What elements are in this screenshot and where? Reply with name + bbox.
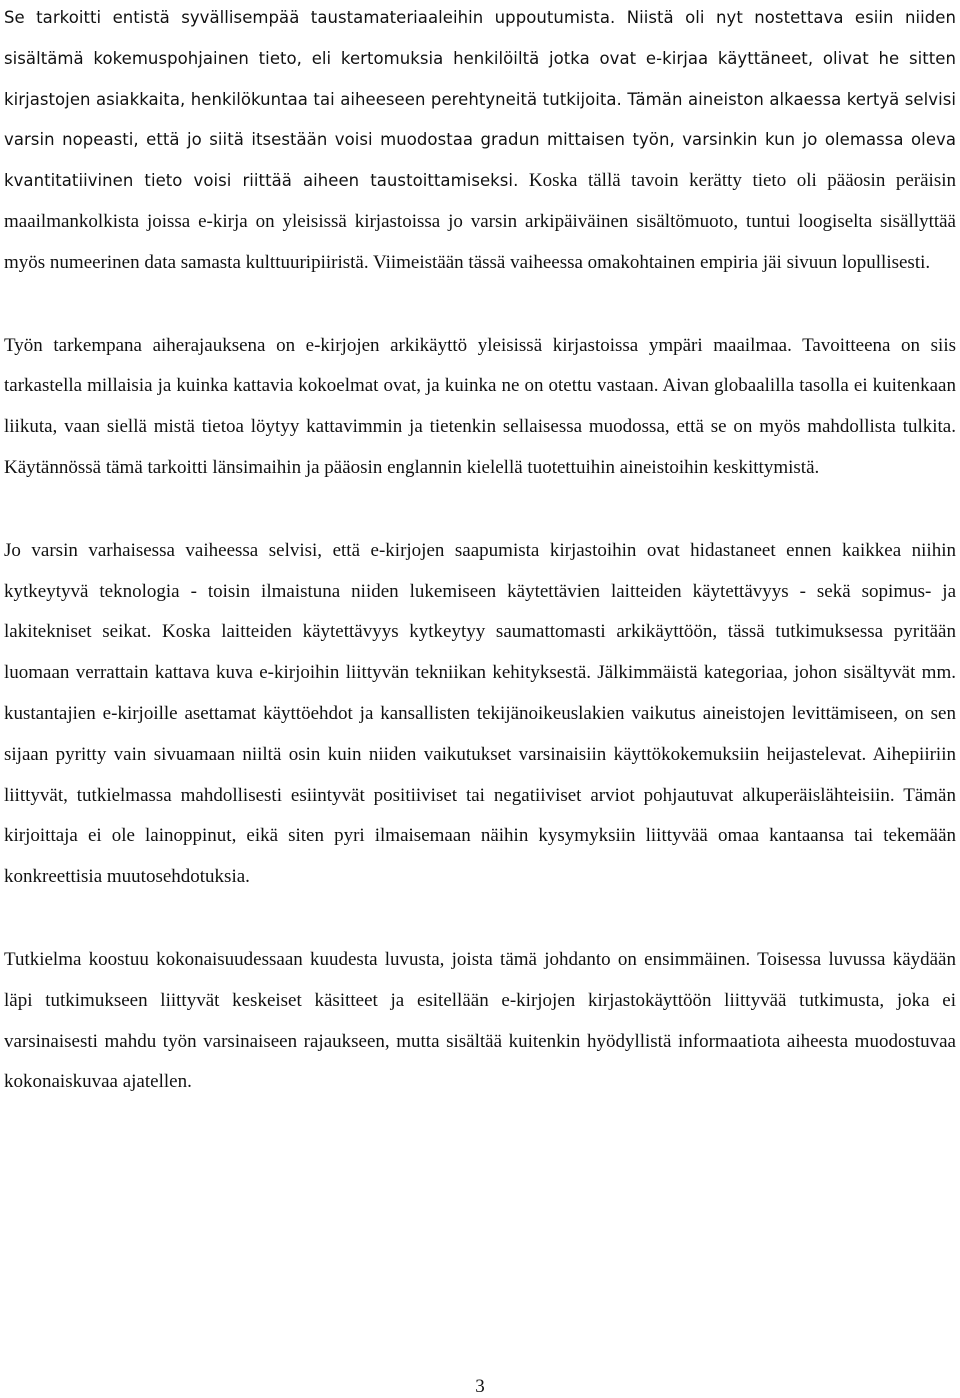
paragraph-1 — [4, 0, 956, 284]
paragraph-1-serif-text: Koska tällä tavoin kerätty tieto oli pääosin peräisin maailmankolkista joissa e-kirja on yleisissä kirjastoissa jo varsin arkipäiväinen sisältömuoto, tuntui loogiselta sisällyttää myös numeerinen data samasta kulttuuripiiristä. Viimeistään tässä vaiheessa omakohtainen empiria jäi sivuun lopullisesti. — [4, 170, 956, 273]
paragraph-3: Jo varsin varhaisessa vaiheessa selvisi, että e-kirjojen saapumista kirjastoihin ovat hidastaneet ennen kaikkea niihin kytkeytyvä teknologia - toisin ilmaistuna niiden lukemiseen käytettävien laitteiden käytettävyys - sekä sopimus- ja lakitekniset seikat. Koska laitteiden käytettävyys kytkeytyy saumattomasti arkikäyttöön, tässä tutkimuksessa pyritään luomaan verrattain kattava kuva e-kirjoihin liittyvän tekniikan kehityksestä. Jälkimmäistä kategoriaa, johon sisältyvät mm. kustantajien e-kirjoille asettamat käyttöehdot ja kansallisten tekijänoikeuslakien vaikutus aineistojen levittämiseen, on sen sijaan pyritty vain sivuamaan niiltä osin kuin niiden vaikutukset varsinaisiin käyttökokemuksiin heijastelevat. Aihepiiriin liittyvät, tutkielmassa mahdollisesti esiintyvät positiiviset tai negatiiviset arviot pohjautuvat alkuperäislähteisiin. Tämän kirjoittaja ei ole lainoppinut, eikä siten pyri ilmaisemaan näihin kysymyksiin liittyvää omaa kantaansa tai tekemään konkreettisia muutosehdotuksia. — [4, 539, 956, 888]
paragraph-2: Työn tarkempana aiherajauksena on e-kirjojen arkikäyttö yleisissä kirjastoissa ympäri maailmaa. Tavoitteena on siis tarkastella millaisia ja kuinka kattavia kokoelmat ovat, ja kuinka ne on otettu vastaan. Aivan globaalilla tasolla ei kuitenkaan liikuta, vaan siellä mistä tietoa löytyy kattavimmin ja tietenkin sellaisessa muodossa, että se on myös mahdollista tulkita. Käytännössä tämä tarkoitti länsimaihin ja pääosin englannin kielellä tuotettuihin aineistoihin keskittymistä. — [4, 334, 956, 478]
paragraph-1-sans-text: Se tarkoitti entistä syvällisempää taustamateriaaleihin uppoutumista. Niistä oli nyt nostettava esiin niiden sisältämä kokemuspohjainen tieto, eli kertomuksia henkilöiltä jotka ovat e-kirjaa käyttäneet, olivat he sitten kirjastojen asiakkaita, henkilökuntaa tai aiheeseen perehtyneitä tutkijoita. Tämän aineiston alkaessa kertyä selvisi varsin nopeasti, että jo siitä itsestään voisi muodostaa gradun mittaisen työn, varsinkin kun jo olemassa oleva kvantitatiivinen tieto voisi riittää aiheen taustoittamiseksi. — [4, 8, 956, 191]
page-number: 3 — [475, 1376, 485, 1397]
paragraph-4: Tutkielma koostuu kokonaisuudessaan kuudesta luvusta, joista tämä johdanto on ensimmäinen. Toisessa luvussa käydään läpi tutkimukseen liittyvät keskeiset käsitteet ja esitellään e-kirjojen kirjastokäyttöön liittyvää tutkimusta, joka ei varsinaisesti mahdu työn varsinaiseen rajaukseen, mutta sisältää kuitenkin hyödyllistä informaatiota aiheesta muodostuvaa kokonaiskuvaa ajatellen. — [4, 948, 956, 1093]
document-page — [4, 0, 956, 1145]
